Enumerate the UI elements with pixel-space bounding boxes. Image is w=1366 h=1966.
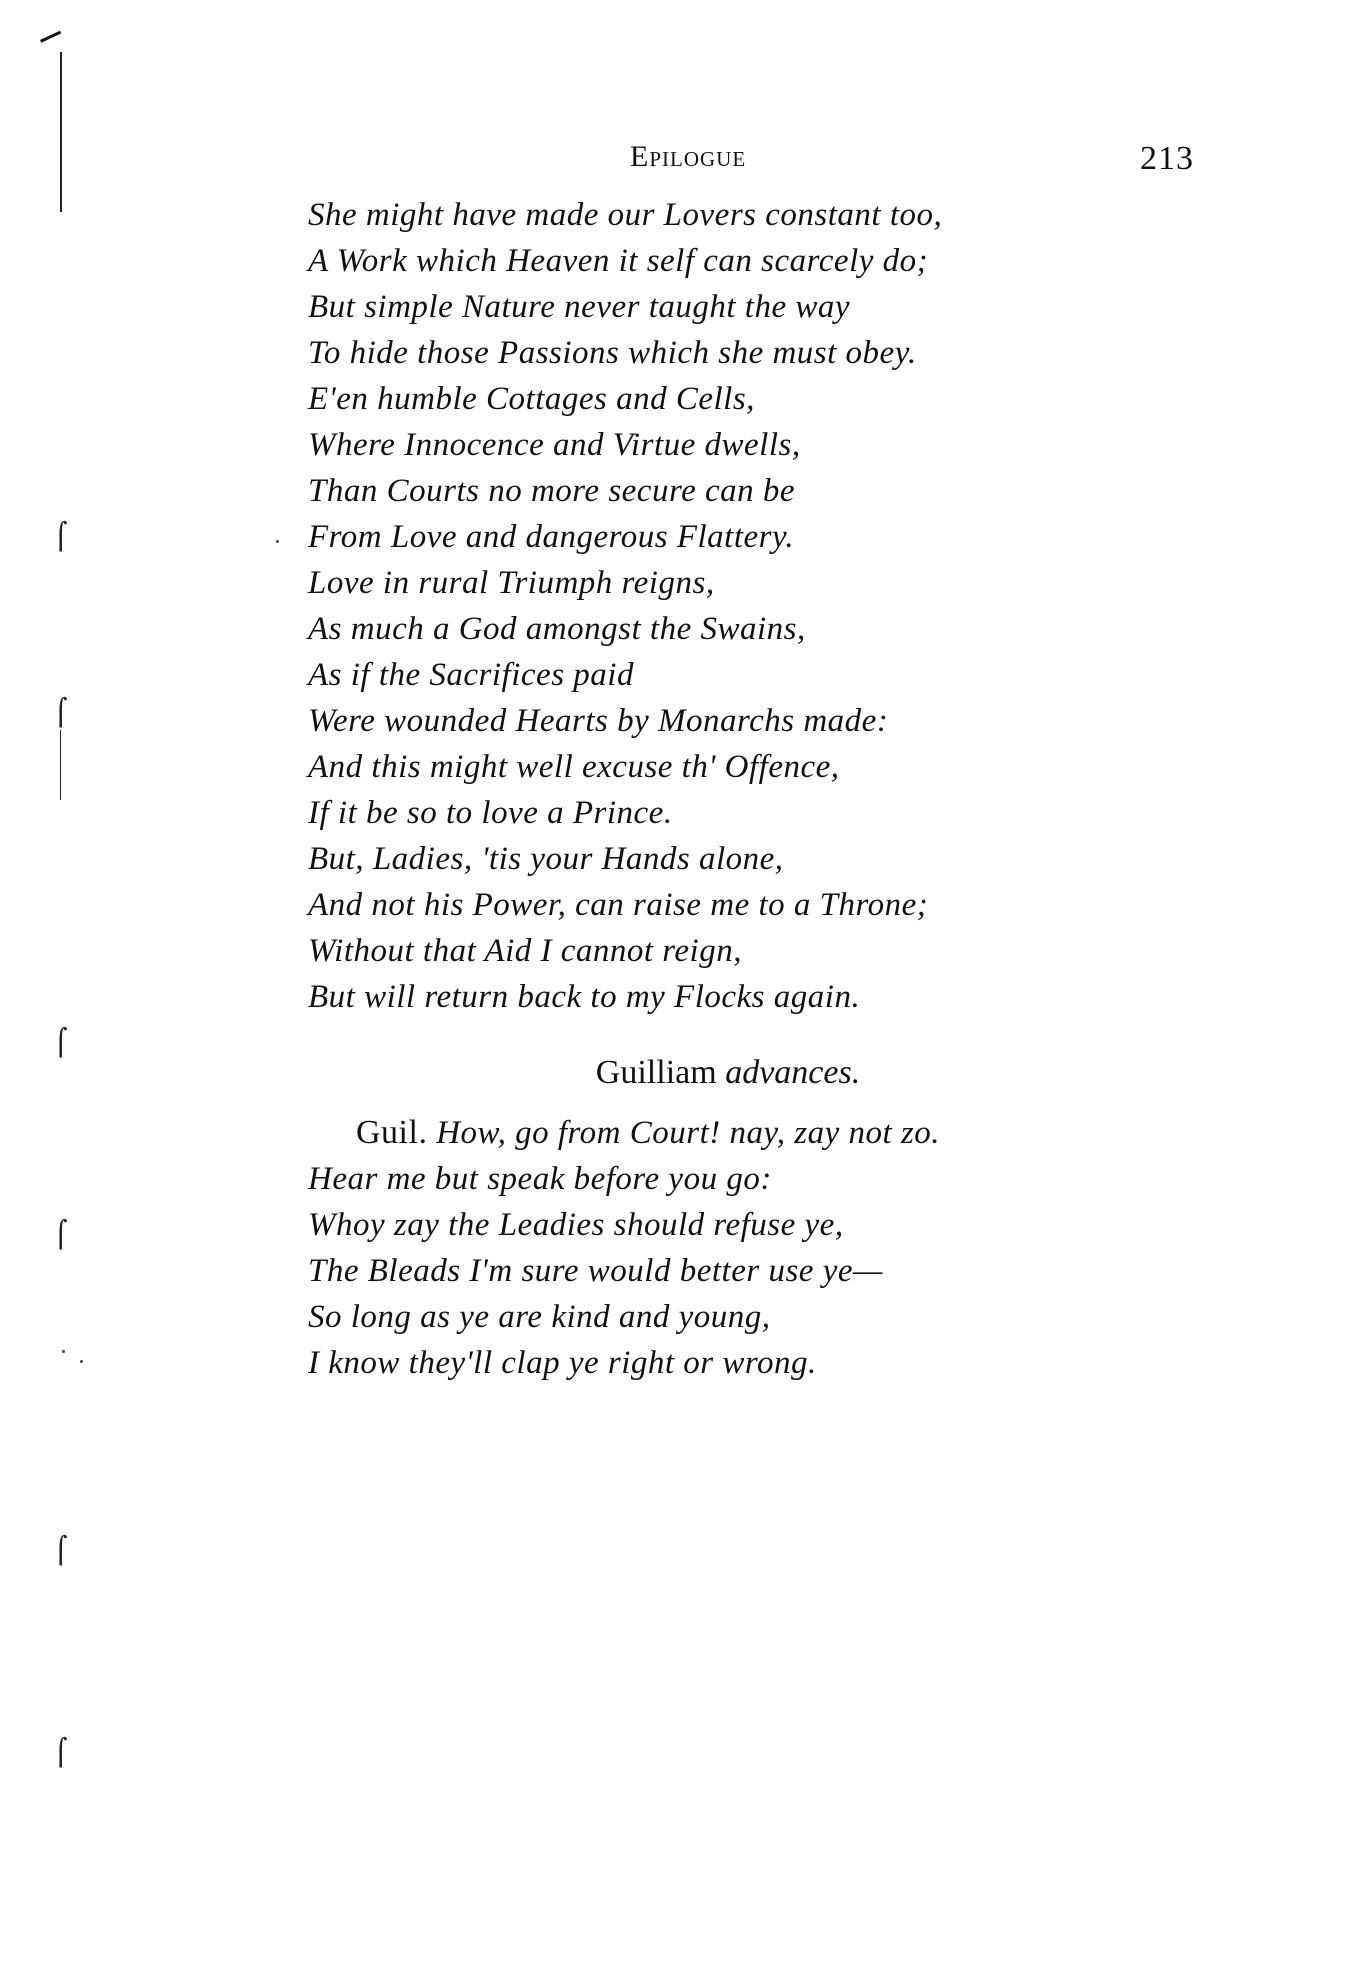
- stray-dot: [80, 1360, 83, 1363]
- binding-mark: ⌠: [54, 522, 68, 552]
- verse-line: And this might well excuse th' Offence,: [308, 749, 840, 785]
- verse-line: Where Innocence and Virtue dwells,: [308, 427, 801, 463]
- stray-dot: [276, 540, 279, 543]
- verse-line: As much a God amongst the Swains,: [308, 611, 806, 647]
- stage-direction: [0, 1050, 1366, 1096]
- verse-line: Were wounded Hearts by Monarchs made:: [308, 703, 889, 739]
- binding-mark: ⌠: [54, 1738, 68, 1768]
- speech-line-text: How, go from Court! nay, zay not zo.: [436, 1115, 941, 1151]
- verse-line: But will return back to my Flocks again.: [308, 979, 861, 1015]
- binding-edge-line: [60, 52, 62, 212]
- binding-mark: [40, 31, 65, 52]
- speech-line: Whoy zay the Leadies should refuse ye,: [308, 1207, 844, 1243]
- stage-direction-actor: Guilliam: [595, 1054, 717, 1091]
- running-head: [0, 140, 1366, 180]
- binding-edge-line: [60, 730, 61, 800]
- speech-line: I know they'll clap ye right or wrong.: [308, 1345, 817, 1381]
- verse-line: As if the Sacrifices paid: [308, 657, 634, 693]
- guilliam-speech: [308, 1110, 1208, 1386]
- verse-line: From Love and dangerous Flattery.: [308, 519, 795, 555]
- page-number: 213: [1140, 140, 1194, 177]
- verse-line: To hide those Passions which she must obey.: [308, 335, 917, 371]
- epilogue-verse: [308, 192, 1208, 1020]
- speaker-name: Guil.: [356, 1114, 428, 1151]
- verse-line: She might have made our Lovers constant too,: [308, 197, 943, 233]
- verse-line: But simple Nature never taught the way: [308, 289, 851, 325]
- verse-line: Than Courts no more secure can be: [308, 473, 796, 509]
- verse-line: If it be so to love a Prince.: [308, 795, 673, 831]
- verse-line: And not his Power, can raise me to a Throne;: [308, 887, 929, 923]
- binding-mark: ⌠: [54, 698, 68, 728]
- stage-direction-action: advances.: [725, 1054, 861, 1091]
- verse-line: A Work which Heaven it self can scarcely do;: [308, 243, 929, 279]
- running-head-title: Epilogue: [630, 140, 747, 173]
- binding-mark: ⌠: [54, 1220, 68, 1250]
- binding-mark: ⌠: [54, 1536, 68, 1566]
- verse-line: But, Ladies, 'tis your Hands alone,: [308, 841, 784, 877]
- stray-dot: [62, 1350, 65, 1353]
- speech-line: The Bleads I'm sure would better use ye—: [308, 1253, 883, 1289]
- speech-line: So long as ye are kind and young,: [308, 1299, 771, 1335]
- speech-first-line: [308, 1110, 1208, 1156]
- binding-mark: ⌠: [54, 1028, 68, 1058]
- verse-line: E'en humble Cottages and Cells,: [308, 381, 755, 417]
- speech-line: Hear me but speak before you go:: [308, 1161, 772, 1197]
- verse-line: Love in rural Triumph reigns,: [308, 565, 715, 601]
- verse-line: Without that Aid I cannot reign,: [308, 933, 742, 969]
